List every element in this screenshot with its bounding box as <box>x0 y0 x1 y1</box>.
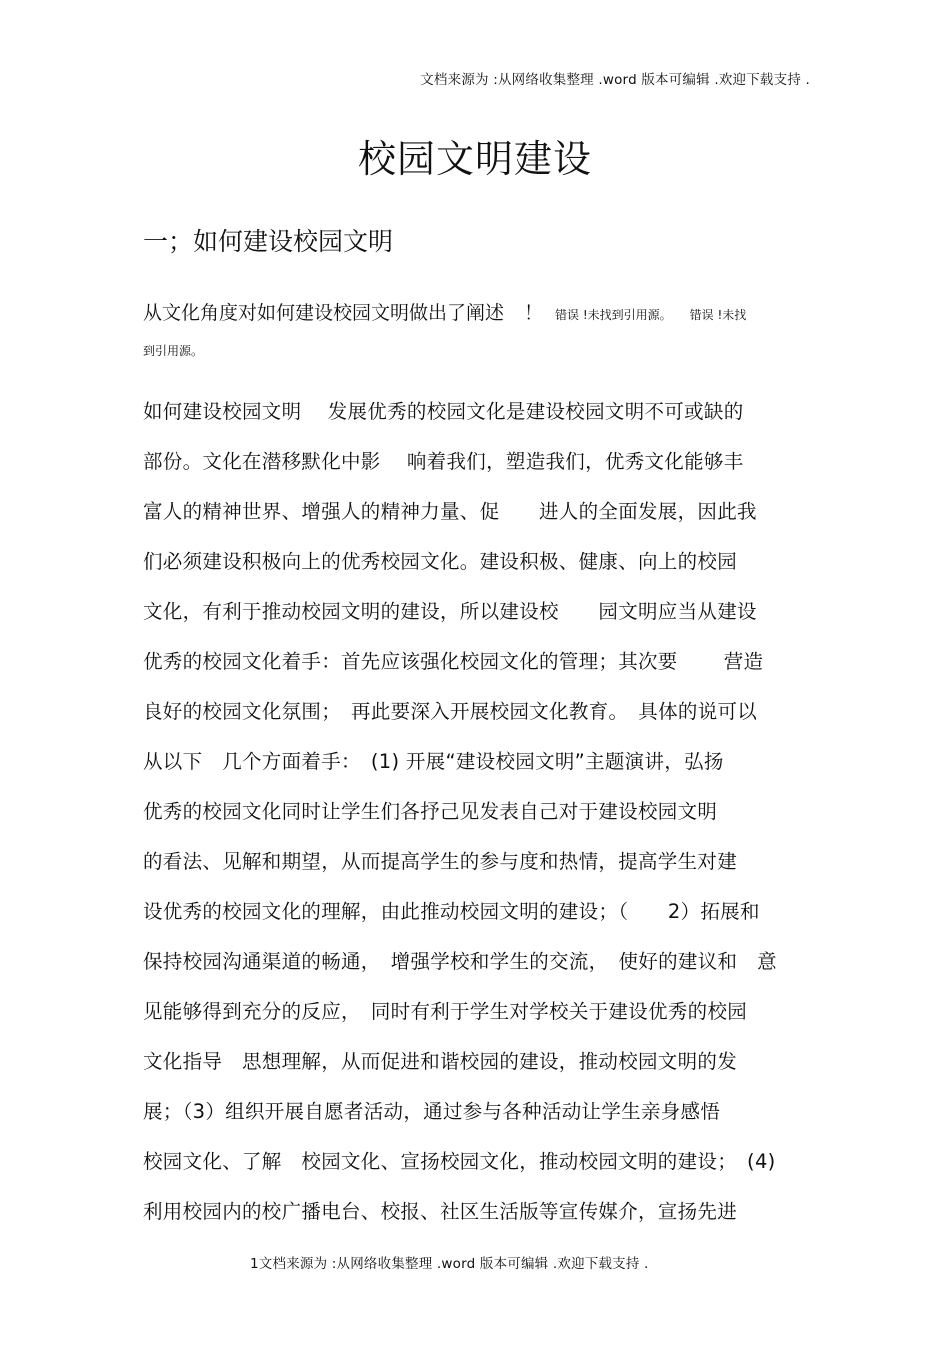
reference-error-2-continued: 到引用源。 <box>143 344 204 358</box>
reference-error-1: 错误 !未找到引用源。 <box>555 308 672 322</box>
header-source-note: 文档来源为 :从网络收集整理 .word 版本可编辑 .欢迎下载支持 . <box>420 72 810 88</box>
body-line: 富人的精神世界、增强人的精神力量、促 进人的全面发展，因此我 <box>143 500 757 523</box>
body-line: 文化指导 思想理解，从而促进和谐校园的建设，推动校园文明的发 <box>143 1050 738 1073</box>
intro-paragraph <box>143 298 764 325</box>
body-line: 部份。文化在潜移默化中影 响着我们，塑造我们，优秀文化能够丰 <box>143 450 744 473</box>
body-line: 利用校园内的校广播电台、校报、社区生活版等宣传媒介，宣扬先进 <box>143 1200 738 1223</box>
document-title: 校园文明建设 <box>357 137 592 181</box>
body-line: 如何建设校园文明 发展优秀的校园文化是建设校园文明不可或缺的 <box>143 400 744 423</box>
body-line: 优秀的校园文化着手：首先应该强化校园文化的管理；其次要 营造 <box>143 650 764 673</box>
footer-source-note: 1文档来源为 :从网络收集整理 .word 版本可编辑 .欢迎下载支持 . <box>250 1256 649 1272</box>
body-line: 的看法、见解和期望，从而提高学生的参与度和热情，提高学生对建 <box>143 850 738 873</box>
body-line: 从以下 几个方面着手： (1) 开展“建设校园文明”主题演讲，弘扬 <box>143 750 724 773</box>
body-line: 设优秀的校园文化的理解，由此推动校园文明的建设；（ 2）拓展和 <box>143 900 760 923</box>
section-heading: 一；如何建设校园文明 <box>143 227 394 256</box>
intro-exclamation: ！ <box>524 302 544 324</box>
intro-text: 从文化角度对如何建设校园文明做出了阐述 <box>143 302 505 324</box>
body-line: 优秀的校园文化同时让学生们各抒己见发表自己对于建设校园文明 <box>143 800 718 823</box>
body-line: 们必须建设积极向上的优秀校园文化。建设积极、健康、向上的校园 <box>143 550 738 573</box>
body-line: 校园文化、了解 校园文化、宣扬校园文化，推动校园文明的建设； (4) <box>143 1150 776 1173</box>
body-line: 良好的校园文化氛围； 再此要深入开展校园文化教育。 具体的说可以 <box>143 700 758 723</box>
body-line: 展；（3）组织开展自愿者活动，通过参与各种活动让学生亲身感悟 <box>143 1100 721 1123</box>
body-line: 保持校园沟通渠道的畅通， 增强学校和学生的交流， 使好的建议和 意 <box>143 950 777 973</box>
body-line: 见能够得到充分的反应， 同时有利于学生对学校关于建设优秀的校园 <box>143 1000 748 1023</box>
reference-error-2: 错误 !未找 <box>689 308 747 322</box>
body-line: 文化，有利于推动校园文明的建设，所以建设校 园文明应当从建设 <box>143 600 757 623</box>
